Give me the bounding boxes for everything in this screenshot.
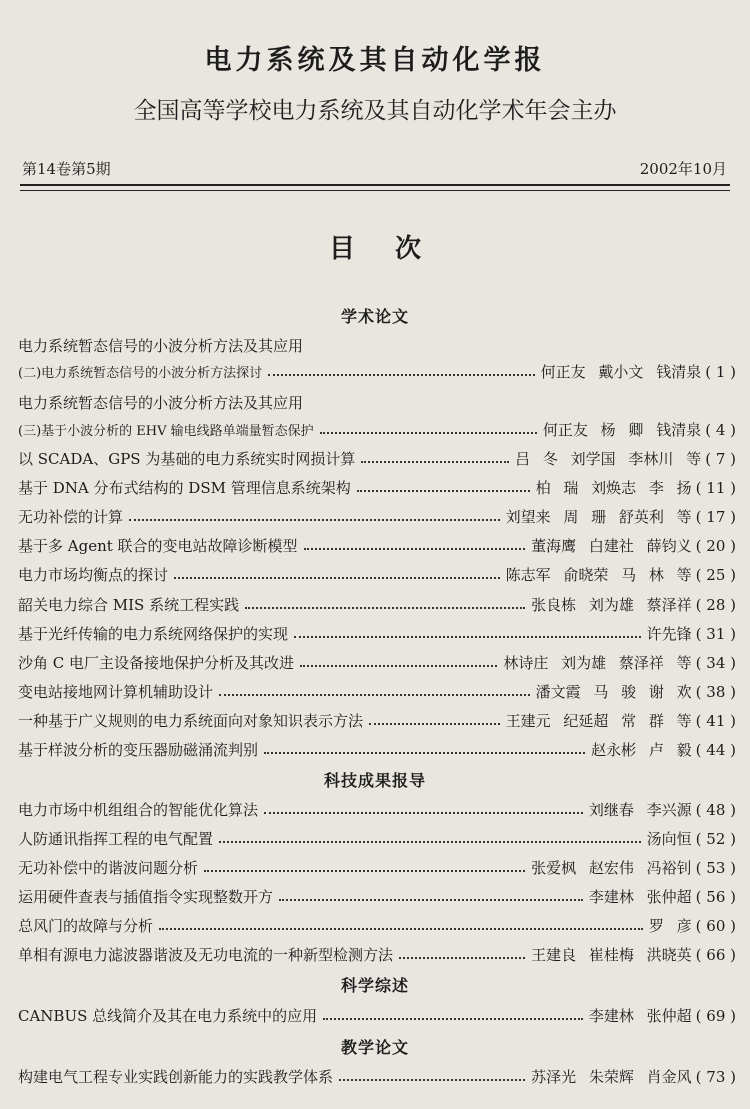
entry-title: 一种基于广义规则的电力系统面向对象知识表示方法 bbox=[18, 712, 364, 730]
dot-leader bbox=[300, 665, 497, 667]
toc-entry[interactable] bbox=[18, 564, 736, 585]
toc-entry[interactable] bbox=[18, 739, 736, 760]
dot-leader bbox=[264, 752, 585, 754]
dot-leader bbox=[174, 577, 500, 579]
entry-page: ( 66 ) bbox=[696, 946, 736, 964]
header-rule-thin bbox=[20, 190, 730, 191]
toc-entry[interactable] bbox=[18, 477, 736, 498]
entry-authors: 张爱枫 赵宏伟 冯裕钊 bbox=[531, 859, 692, 877]
issue-info-row bbox=[22, 158, 727, 179]
toc-entry[interactable] bbox=[18, 915, 736, 936]
dot-leader bbox=[219, 841, 641, 843]
dot-leader bbox=[320, 432, 537, 434]
entry-authors: 王建良 崔桂梅 洪晓英 bbox=[531, 946, 692, 964]
entry-authors: 苏泽光 朱荣辉 肖金风 bbox=[531, 1068, 692, 1086]
entry-page: ( 73 ) bbox=[696, 1068, 736, 1086]
entry-title: CANBUS 总线简介及其在电力系统中的应用 bbox=[18, 1007, 318, 1025]
toc-entry[interactable] bbox=[18, 886, 736, 907]
dot-leader bbox=[361, 461, 509, 463]
entry-page: ( 11 ) bbox=[696, 479, 736, 497]
section-heading-academic: 学术论文 bbox=[340, 307, 409, 326]
section-heading-review: 科学综述 bbox=[340, 976, 409, 995]
toc-heading: 目次 bbox=[328, 234, 461, 264]
toc-entry[interactable] bbox=[18, 857, 736, 878]
entry-title: 无功补偿中的谐波问题分析 bbox=[18, 859, 199, 877]
dot-leader bbox=[369, 723, 500, 725]
issue-date: 2002年10月 bbox=[639, 160, 727, 178]
entry-authors: 何正友 戴小文 钱清泉 bbox=[540, 363, 702, 381]
entry-title: 单相有源电力滤波器谐波及无功电流的一种新型检测方法 bbox=[18, 946, 394, 964]
toc-entry[interactable] bbox=[18, 506, 736, 527]
dot-leader bbox=[294, 636, 641, 638]
entry-page: ( 1 ) bbox=[705, 363, 736, 381]
entry-authors: 罗 彦 bbox=[648, 917, 692, 935]
entry-authors: 许先锋 bbox=[646, 625, 692, 643]
entry-title: 构建电气工程专业实践创新能力的实践教学体系 bbox=[18, 1068, 334, 1086]
entry-title: (二)电力系统暂态信号的小波分析方法探讨 bbox=[18, 366, 263, 381]
entry-authors: 陈志军 俞晓荣 马 林 等 bbox=[505, 566, 692, 584]
toc-entry[interactable] bbox=[18, 448, 736, 469]
toc-entry[interactable] bbox=[18, 681, 736, 702]
dot-leader bbox=[129, 519, 500, 521]
dot-leader bbox=[219, 694, 530, 696]
entry-page: ( 53 ) bbox=[696, 859, 736, 877]
dot-leader bbox=[204, 870, 525, 872]
toc-entry[interactable] bbox=[18, 652, 736, 673]
toc-entry[interactable] bbox=[18, 594, 736, 615]
entry-title: 人防通讯指挥工程的电气配置 bbox=[18, 830, 214, 848]
entry-title: 变电站接地网计算机辅助设计 bbox=[18, 683, 214, 701]
section-heading-teaching: 教学论文 bbox=[340, 1038, 409, 1057]
dot-leader bbox=[399, 957, 525, 959]
entry-title: 基于多 Agent 联合的变电站故障诊断模型 bbox=[18, 537, 298, 555]
entry-title: 总风门的故障与分析 bbox=[18, 917, 154, 935]
dot-leader bbox=[264, 812, 583, 814]
header-rule-thick bbox=[20, 184, 730, 186]
entry-title: 基于样波分析的变压器励磁涌流判别 bbox=[18, 741, 259, 759]
entry-title: 韶关电力综合 MIS 系统工程实践 bbox=[18, 596, 240, 614]
dot-leader bbox=[268, 374, 535, 376]
entry-page: ( 34 ) bbox=[696, 654, 736, 672]
dot-leader bbox=[245, 607, 525, 609]
entry-authors: 柏 瑞 刘焕志 李 扬 bbox=[535, 479, 692, 497]
dot-leader bbox=[304, 548, 526, 550]
series-title: 电力系统暂态信号的小波分析方法及其应用 bbox=[18, 394, 304, 412]
dot-leader bbox=[279, 899, 583, 901]
toc-entry[interactable] bbox=[18, 710, 736, 731]
entry-page: ( 28 ) bbox=[696, 596, 736, 614]
entry-authors: 潘文霞 马 骏 谢 欢 bbox=[535, 683, 692, 701]
dot-leader bbox=[339, 1079, 525, 1081]
entry-page: ( 69 ) bbox=[696, 1007, 736, 1025]
entry-title: (三)基于小波分析的 EHV 输电线路单端量暂态保护 bbox=[18, 424, 314, 439]
entry-title: 电力市场中机组组合的智能优化算法 bbox=[18, 801, 259, 819]
section-heading-tech-reports: 科技成果报导 bbox=[323, 771, 426, 790]
entry-authors: 赵永彬 卢 毅 bbox=[591, 741, 692, 759]
entry-authors: 董海鹰 白建社 薛钧义 bbox=[531, 537, 692, 555]
entry-authors: 吕 冬 刘学国 李林川 等 bbox=[515, 450, 702, 468]
entry-authors: 王建元 纪延超 常 群 等 bbox=[505, 712, 692, 730]
entry-title: 基于光纤传输的电力系统网络保护的实现 bbox=[18, 625, 289, 643]
entry-page: ( 60 ) bbox=[696, 917, 736, 935]
entry-authors: 刘望来 周 珊 舒英利 等 bbox=[505, 508, 692, 526]
toc-entry[interactable] bbox=[18, 361, 736, 382]
series-title: 电力系统暂态信号的小波分析方法及其应用 bbox=[18, 337, 304, 355]
entry-page: ( 17 ) bbox=[696, 508, 736, 526]
entry-page: ( 25 ) bbox=[696, 566, 736, 584]
entry-title: 运用硬件查表与插值指令实现整数开方 bbox=[18, 888, 274, 906]
entry-page: ( 56 ) bbox=[696, 888, 736, 906]
entry-page: ( 20 ) bbox=[696, 537, 736, 555]
toc-entry[interactable] bbox=[18, 1005, 736, 1026]
journal-title: 电力系统及其自动化学报 bbox=[204, 45, 546, 76]
dot-leader bbox=[323, 1018, 583, 1020]
toc-entry[interactable] bbox=[18, 419, 736, 440]
entry-page: ( 41 ) bbox=[696, 712, 736, 730]
entry-title: 电力市场均衡点的探讨 bbox=[18, 566, 169, 584]
entry-title: 沙角 C 电厂主设备接地保护分析及其改进 bbox=[18, 654, 295, 672]
entry-authors: 李建林 张仲超 bbox=[588, 888, 692, 906]
toc-entry[interactable] bbox=[18, 944, 736, 965]
entry-page: ( 38 ) bbox=[696, 683, 736, 701]
entry-page: ( 7 ) bbox=[705, 450, 736, 468]
entry-page: ( 31 ) bbox=[696, 625, 736, 643]
dot-leader bbox=[159, 928, 643, 930]
toc-entry[interactable] bbox=[18, 623, 736, 644]
journal-sponsor: 全国高等学校电力系统及其自动化学术年会主办 bbox=[133, 98, 617, 124]
toc-entry[interactable] bbox=[18, 799, 736, 820]
toc-entry[interactable] bbox=[18, 828, 736, 849]
entry-authors: 刘继春 李兴源 bbox=[588, 801, 692, 819]
entry-authors: 张良栋 刘为雄 蔡泽祥 bbox=[531, 596, 692, 614]
toc-entry[interactable] bbox=[18, 1066, 736, 1087]
entry-authors: 何正友 杨 卿 钱清泉 bbox=[542, 421, 702, 439]
entry-page: ( 44 ) bbox=[696, 741, 736, 759]
issue-volume: 第14卷第5期 bbox=[22, 160, 111, 178]
entry-authors: 汤向恒 bbox=[646, 830, 692, 848]
entry-page: ( 48 ) bbox=[696, 801, 736, 819]
entry-title: 基于 DNA 分布式结构的 DSM 管理信息系统架构 bbox=[18, 479, 351, 497]
entry-page: ( 52 ) bbox=[696, 830, 736, 848]
entry-title: 以 SCADA、GPS 为基础的电力系统实时网损计算 bbox=[18, 450, 356, 468]
entry-authors: 李建林 张仲超 bbox=[588, 1007, 692, 1025]
entry-authors: 林诗庄 刘为雄 蔡泽祥 等 bbox=[503, 654, 692, 672]
dot-leader bbox=[357, 490, 530, 492]
entry-title: 无功补偿的计算 bbox=[18, 508, 124, 526]
toc-entry[interactable] bbox=[18, 535, 736, 556]
entry-page: ( 4 ) bbox=[705, 421, 736, 439]
